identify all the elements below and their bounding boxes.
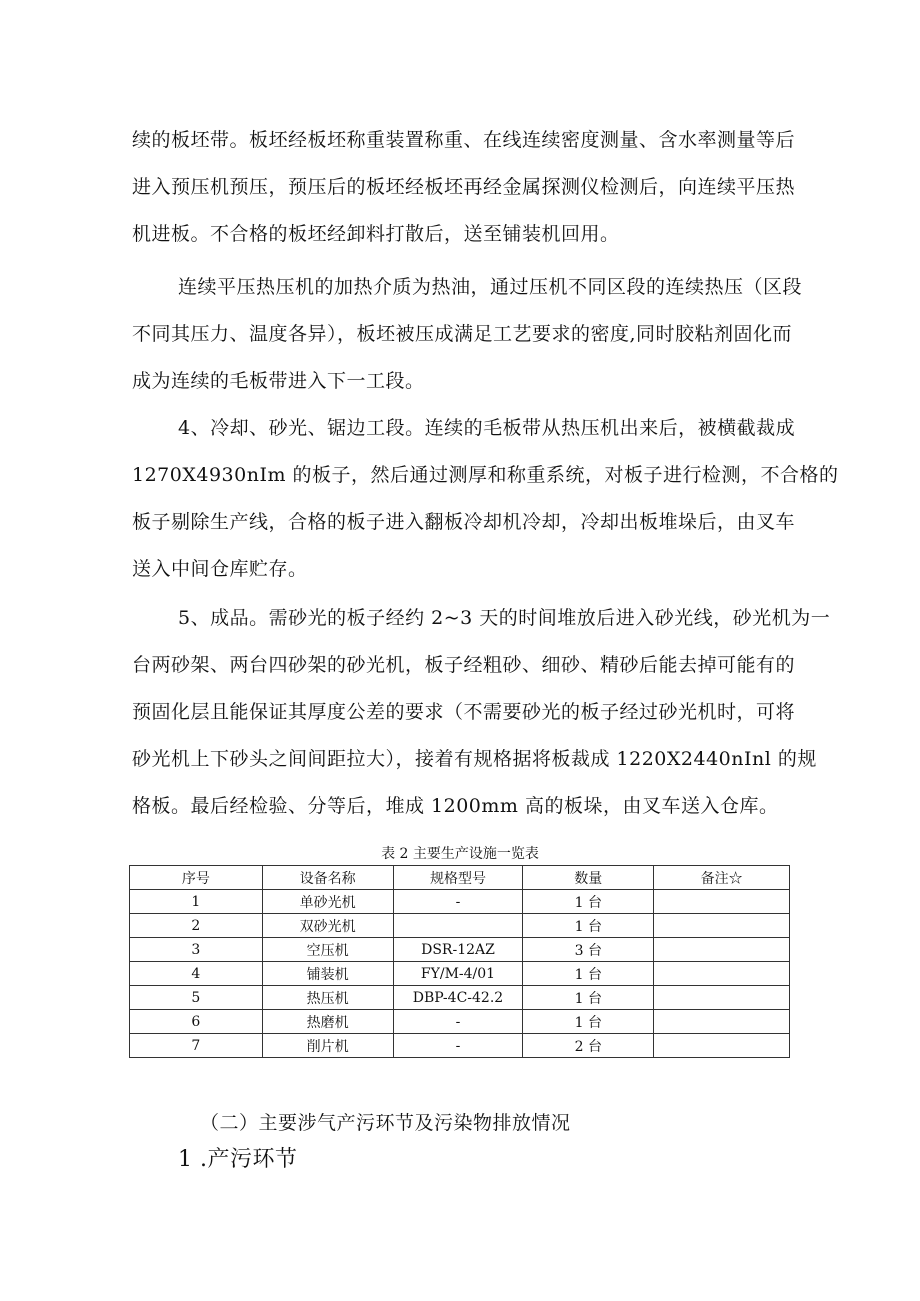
equipment-table (129, 865, 790, 1058)
table-cell (654, 890, 790, 914)
table-row (130, 938, 790, 962)
section-heading: （二）主要涉气产污环节及污染物排放情况 (200, 1112, 571, 1134)
header-cell: 设备名称 (262, 866, 393, 890)
table-cell: 1 (130, 890, 263, 914)
paragraph-finished-product (132, 595, 831, 830)
text-line: 预固化层且能保证其厚度公差的要求（不需要砂光的板子经过砂光机时，可将 (132, 701, 796, 723)
table-cell: - (393, 1034, 523, 1058)
table-cell (393, 914, 523, 938)
table-row (130, 914, 790, 938)
table-cell (654, 1034, 790, 1058)
table-cell: 2 (130, 914, 263, 938)
table-cell (654, 914, 790, 938)
table-cell: 7 (130, 1034, 263, 1058)
table-cell: 削片机 (262, 1034, 393, 1058)
header-cell: 备注☆ (654, 866, 790, 890)
table-cell: 1 台 (523, 962, 654, 986)
header-cell: 序号 (130, 866, 263, 890)
text-line: 连续平压热压机的加热介质为热油，通过压机不同区段的连续热压（区段 (178, 276, 803, 298)
text-line: 板子剔除生产线，合格的板子进入翻板冷却机冷却，冷却出板堆垛后，由叉车 (132, 511, 796, 533)
paragraph-cooling-sanding (132, 405, 839, 593)
text-line: 格板。最后经检验、分等后，堆成 1200mm 高的板垛，由叉车送入仓库。 (132, 795, 779, 817)
table-cell: 2 台 (523, 1034, 654, 1058)
table-cell: 单砂光机 (262, 890, 393, 914)
table-cell: 热压机 (262, 986, 393, 1010)
table-cell (654, 1010, 790, 1034)
text-line: 进入预压机预压，预压后的板坯经板坯再经金属探测仪检测后，向连续平压热 (132, 176, 796, 198)
table-caption: 表 2 主要生产设施一览表 (381, 846, 539, 862)
table-cell: - (393, 890, 523, 914)
text-line: 不同其压力、温度各异），板坯被压成满足工艺要求的密度,同时胶粘剂固化而 (132, 323, 793, 345)
text-line: 送入中间仓库贮存。 (132, 558, 308, 580)
text-line: 砂光机上下砂头之间间距拉大），接着有规格据将板裁成 1220X2440nInl 的规 (132, 748, 817, 770)
table-cell (654, 986, 790, 1010)
table-cell: FY/M-4/01 (393, 962, 523, 986)
text-line: 成为连续的毛板带进入下一工段。 (132, 370, 425, 392)
table-row (130, 1034, 790, 1058)
header-cell: 数量 (523, 866, 654, 890)
table-cell: 3 台 (523, 938, 654, 962)
table-row (130, 890, 790, 914)
table-header-row (130, 866, 790, 890)
header-cell: 规格型号 (393, 866, 523, 890)
table-cell: 热磨机 (262, 1010, 393, 1034)
text-line: 4、冷却、砂光、锯边工段。连续的毛板带从热压机出来后，被横截裁成 (178, 417, 796, 439)
table-cell: 双砂光机 (262, 914, 393, 938)
text-line: 续的板坯带。板坯经板坯称重装置称重、在线连续密度测量、含水率测量等后 (132, 129, 796, 151)
table-cell: 1 台 (523, 890, 654, 914)
paragraph-hot-press (132, 264, 803, 405)
table-cell: 5 (130, 986, 263, 1010)
table-cell (654, 962, 790, 986)
paragraph-board-weighing (132, 117, 796, 258)
text-line: 1270X4930nIm 的板子，然后通过测厚和称重系统，对板子进行检测，不合格的 (132, 464, 839, 486)
table-cell: 4 (130, 962, 263, 986)
table-cell: 1 台 (523, 1010, 654, 1034)
text-line: 机进板。不合格的板坯经卸料打散后，送至铺装机回用。 (132, 223, 620, 245)
table-cell (654, 938, 790, 962)
table-row (130, 986, 790, 1010)
table-cell: 铺装机 (262, 962, 393, 986)
table-cell: 空压机 (262, 938, 393, 962)
table-cell: 1 台 (523, 986, 654, 1010)
table-cell: - (393, 1010, 523, 1034)
text-line: 台两砂架、两台四砂架的砂光机，板子经粗砂、细砂、精砂后能去掉可能有的 (132, 654, 796, 676)
table-cell: 1 台 (523, 914, 654, 938)
table-cell: DSR-12AZ (393, 938, 523, 962)
subsection-heading: 1 .产污环节 (178, 1147, 298, 1172)
table-row (130, 962, 790, 986)
table-cell: DBP-4C-42.2 (393, 986, 523, 1010)
table-cell: 6 (130, 1010, 263, 1034)
text-line: 5、成品。需砂光的板子经约 2~3 天的时间堆放后进入砂光线，砂光机为一 (178, 607, 831, 629)
table-row (130, 1010, 790, 1034)
table-cell: 3 (130, 938, 263, 962)
